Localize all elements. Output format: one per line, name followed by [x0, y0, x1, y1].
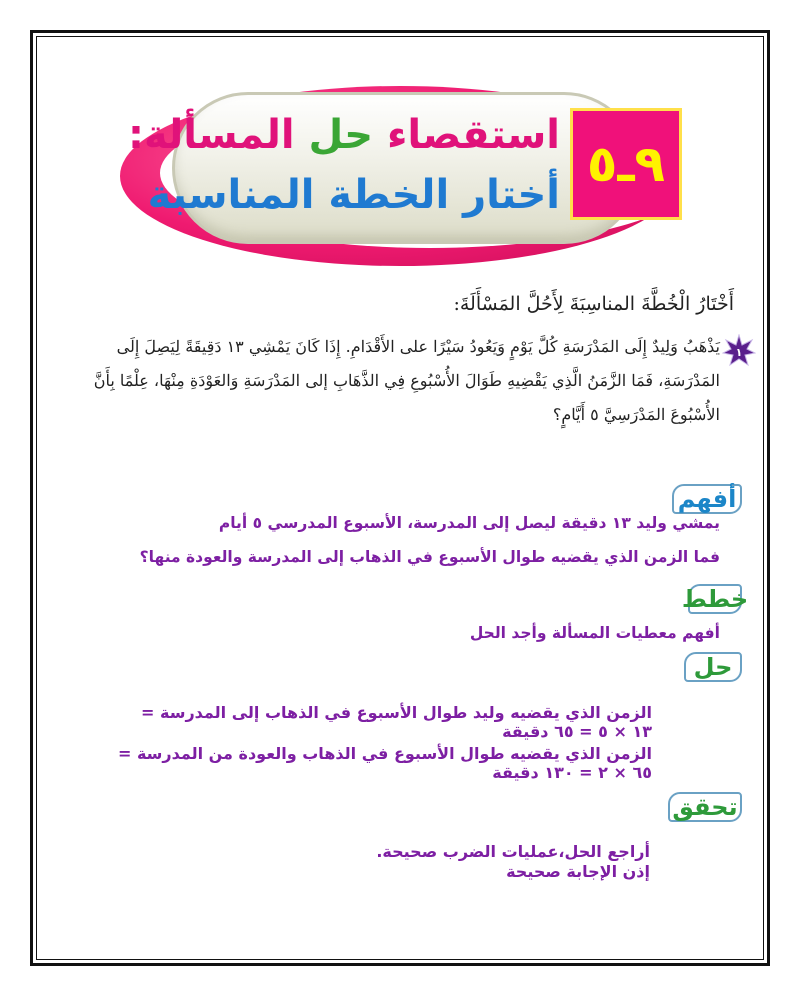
check-line1: أراجع الحل،عمليات الضرب صحيحة.: [376, 842, 650, 861]
step-check-label: تحقق: [668, 792, 742, 822]
problem-text: يَذْهَبُ وَلِيدٌ إِلَى المَدْرَسَةِ كُلَّ يَوْمٍ وَيَعُودُ سَيْرًا على الأَقْدَامِ. إِذَا كَانَ يَمْشِي ١٣ دَقِيقَةً لِيَصِلَ إِلَى المَدْرَسَةِ، فَمَا الزَّمَنُ الَّذِي يَقْضِيهِ طَوَالَ الأُسْبُوعِ فِي الذَّهَابِ إلى المَدْرَسَةِ وَالعَوْدَةِ مِنْهَا، عِلْمًا بِأَنَّ الأُسْبُوعَ المَدْرَسِيَّ ٥ أَيَّامٍ؟: [93, 337, 720, 424]
solve-line4: ٦٥ × ٢ = ١٣٠ دقيقة: [492, 763, 652, 782]
check-line2: إذن الإجابة صحيحة: [506, 862, 650, 881]
step-solve-label: حل: [684, 652, 742, 682]
svg-text:١: ١: [735, 346, 743, 359]
step-plan-label: خطط: [681, 585, 749, 613]
solve-line1: الزمن الذي يقضيه وليد طوال الأسبوع في الذهاب إلى المدرسة =: [141, 703, 652, 722]
lesson-title-line1: استقصاء حل المسألة:: [128, 112, 560, 158]
lesson-number-badge: ٩ـ٥: [570, 108, 682, 220]
step-understand-label: أفهم: [672, 484, 742, 514]
lesson-title-line2: أختار الخطة المناسبة: [147, 172, 560, 218]
plan-line1: أفهم معطيات المسألة وأجد الحل: [469, 624, 720, 642]
understand-line2: فما الزمن الذي يقضيه طوال الأسبوع في الذهاب إلى المدرسة والعودة منها؟: [139, 548, 720, 566]
solve-line2: ١٣ × ٥ = ٦٥ دقيقة: [502, 722, 652, 741]
problem-star-icon: [722, 334, 756, 368]
section-heading: أَخْتَارُ الْخُطَّةَ المناسِبَةَ لِأَحُلَّ المَسْأَلَةَ:: [453, 293, 734, 315]
understand-line1: يمشي وليد ١٣ دقيقة ليصل إلى المدرسة، الأسبوع المدرسي ٥ أيام: [218, 514, 720, 532]
solve-line3: الزمن الذي يقضيه طوال الأسبوع في الذهاب والعودة من المدرسة =: [117, 744, 652, 763]
